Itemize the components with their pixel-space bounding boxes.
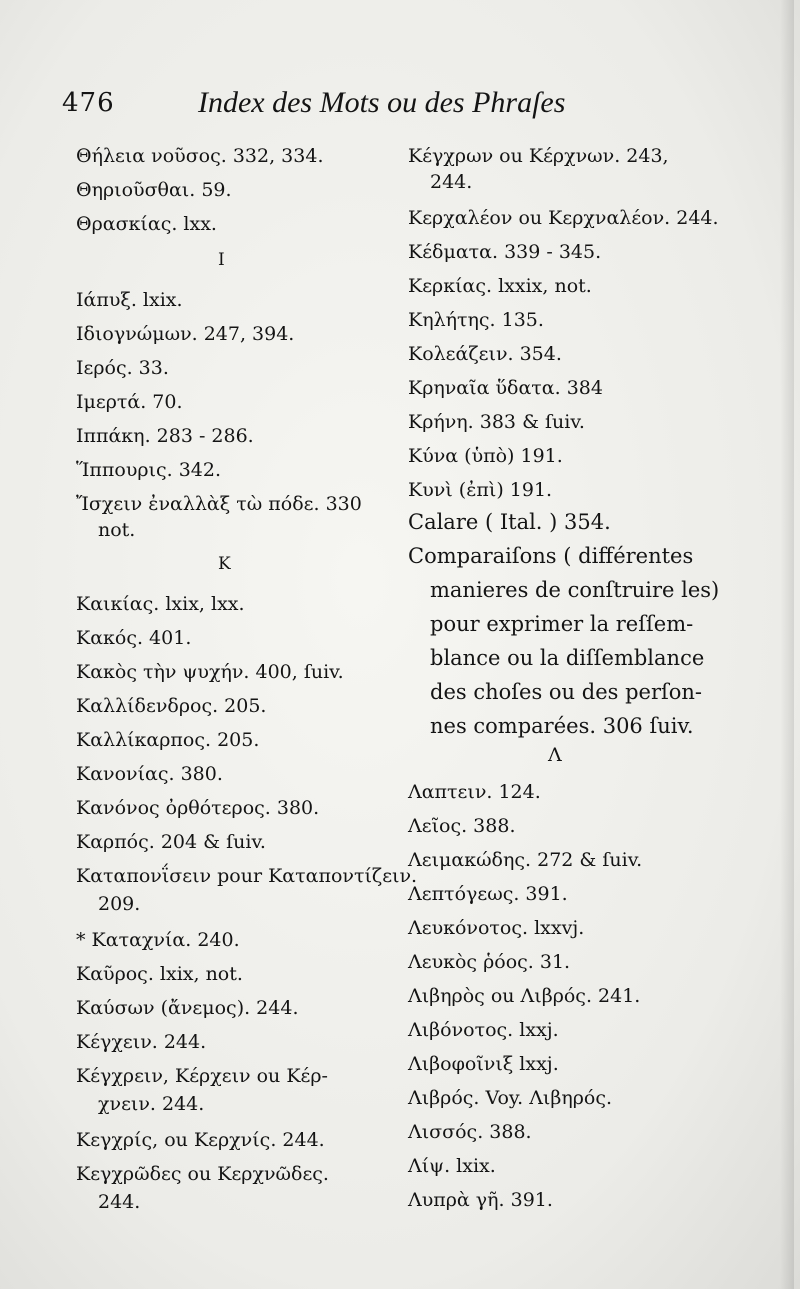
index-entry: Καύσων (ἄνεμος). 244. [76, 997, 299, 1019]
index-entry: Κρηναῖα ὕδατα. 384 [408, 377, 603, 399]
index-entry: Θρασκίας. lxx. [76, 213, 217, 235]
index-entry: Λιβρός. Voy. Λιβηρός. [408, 1087, 613, 1109]
index-entry: Λιβοφοῖνιξ lxxj. [408, 1053, 559, 1075]
index-entry: Λισσός. 388. [408, 1121, 532, 1143]
index-entry: Ιππάκη. 283 - 286. [76, 425, 254, 447]
index-entry: Κερχαλέον ou Κερχναλέον. 244. [408, 207, 719, 229]
page-edge-shadow [780, 0, 794, 1289]
index-entry-continuation: χνειν. 244. [98, 1093, 205, 1115]
index-entry-continuation: 244. [430, 171, 473, 193]
index-entry: Κακός. 401. [76, 627, 192, 649]
index-entry: Comparaiſons ( différentes [408, 544, 694, 568]
index-entry: Λεῖος. 388. [408, 815, 516, 837]
index-entry: Λιβόνοτος. lxxj. [408, 1019, 559, 1041]
index-entry: * Καταχνία. 240. [76, 929, 240, 951]
index-entry: Κυνὶ (ἐπὶ) 191. [408, 479, 553, 501]
section-letter-lambda: Λ [548, 744, 562, 766]
section-letter-i: I [218, 250, 225, 270]
index-entry-continuation: des choſes ou des perſon- [430, 680, 703, 704]
index-entry: Κέδματα. 339 - 345. [408, 241, 602, 263]
index-entry: Calare ( Ital. ) 354. [408, 510, 611, 534]
index-entry: Λίψ. lxix. [408, 1155, 496, 1177]
index-entry: Κέγχρων ou Κέρχνων. 243, [408, 145, 669, 167]
index-entry: Καῦρος. lxix, not. [76, 963, 243, 985]
index-entry: Λευκόνοτος. lxxvj. [408, 917, 585, 939]
index-entry: Καρπός. 204 & ſuiv. [76, 831, 266, 853]
index-entry: Ἵππουρις. 342. [76, 459, 222, 481]
index-entry: Κανονίας. 380. [76, 763, 223, 785]
index-entry: Ιμερτά. 70. [76, 391, 183, 413]
index-entry: Λεπτόγεως. 391. [408, 883, 568, 905]
index-entry: Κρήνη. 383 & ſuiv. [408, 411, 585, 433]
index-entry: Λαπτειν. 124. [408, 781, 541, 803]
index-entry: Κέγχειν. 244. [76, 1031, 207, 1053]
index-entry: Θηριοῦσθαι. 59. [76, 179, 232, 201]
index-entry: Καικίας. lxix, lxx. [76, 593, 245, 615]
index-entry: Κηλήτης. 135. [408, 309, 544, 331]
index-entry: Ιδιογνώμων. 247, 394. [76, 323, 295, 345]
index-entry: Καλλίδενδρος. 205. [76, 695, 267, 717]
index-entry: Κολεάζειν. 354. [408, 343, 562, 365]
index-entry-continuation: pour exprimer la reſſem- [430, 612, 694, 636]
running-title: Index des Mots ou des Phraſes [198, 86, 566, 119]
index-entry-continuation: 244. [98, 1191, 141, 1213]
section-letter-k: K [218, 554, 231, 574]
index-entry: Θήλεια νοῦσος. 332, 334. [76, 145, 324, 167]
index-entry: Κανόνος ὀρθότερος. 380. [76, 797, 320, 819]
index-entry: Καταπονΐσειν pour Καταποντίζειν. [76, 865, 418, 887]
page-header [62, 86, 762, 126]
index-entry: Κεγχρίς, ou Κερχνίς. 244. [76, 1129, 325, 1151]
index-entry: Καλλίκαρπος. 205. [76, 729, 260, 751]
index-entry: Ιάπυξ. lxix. [76, 289, 183, 311]
index-entry-continuation: manieres de conſtruire les) [430, 578, 720, 602]
index-entry: Λευκὸς ῥόος. 31. [408, 951, 571, 973]
index-entry-continuation: blance ou la diſſemblance [430, 646, 705, 670]
index-entry: Κερκίας. lxxix, not. [408, 275, 592, 297]
page-number: 476 [62, 88, 115, 118]
index-entry-continuation: nes comparées. 306 ſuiv. [430, 714, 694, 738]
index-entry: Κέγχρειν, Κέρχειν ou Κέρ- [76, 1065, 328, 1087]
index-entry: Ιερός. 33. [76, 357, 169, 379]
index-entry: Κακὸς τὴν ψυχήν. 400, ſuiv. [76, 661, 344, 683]
index-entry-continuation: not. [98, 519, 136, 541]
index-entry: Λειμακώδης. 272 & ſuiv. [408, 849, 643, 871]
index-entry: Λυπρὰ γῆ. 391. [408, 1189, 553, 1211]
index-entry: Κύνα (ὑπὸ) 191. [408, 445, 563, 467]
index-entry: Κεγχρῶδες ou Κερχνῶδες. [76, 1163, 329, 1185]
index-entry-continuation: 209. [98, 893, 141, 915]
index-entry: Ἴσχειν ἐναλλὰξ τὼ πόδε. 330 [76, 493, 362, 515]
index-entry: Λιβηρὸς ou Λιβρός. 241. [408, 985, 641, 1007]
